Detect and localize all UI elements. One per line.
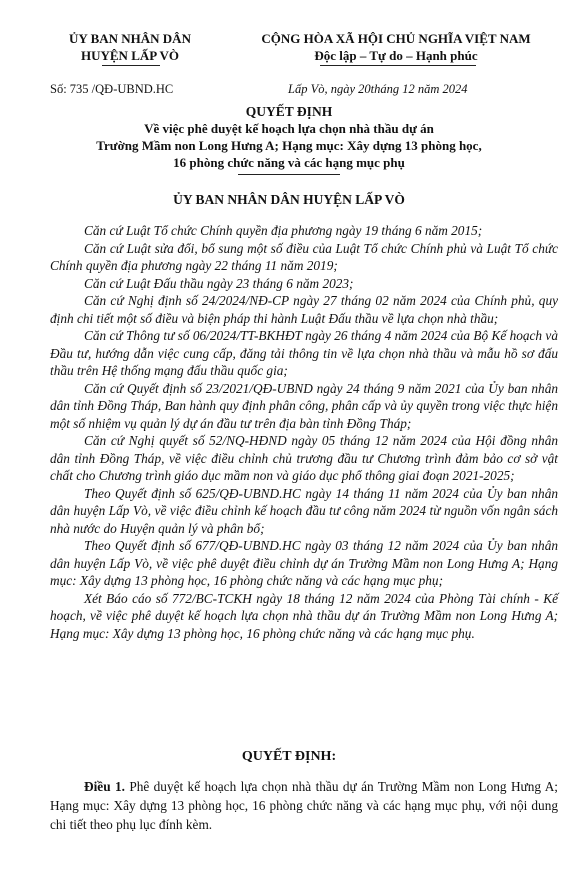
document-date: Lấp Vò, ngày 20tháng 12 năm 2024 bbox=[288, 82, 468, 96]
subject-line-3: 16 phòng chức năng và các hạng mục phụ bbox=[173, 155, 405, 170]
legal-basis bbox=[50, 222, 558, 642]
basis-item: Căn cứ Thông tư số 06/2024/TT-BKHĐT ngày 26 tháng 4 năm 2024 của Bộ Kế hoạch và Đầu tư, hướng dẫn việc cung cấp, đăng tải thông tin về lựa chọn nhà thầu và mẫu hồ sơ đấu thầu trên Hệ thống mạng đấu thầu quốc gia; bbox=[50, 328, 558, 378]
agency-underline bbox=[102, 65, 160, 66]
basis-item: Xét Báo cáo số 772/BC-TCKH ngày 18 tháng 12 năm 2024 của Phòng Tài chính - Kế hoạch, về việc phê duyệt kế hoạch lựa chọn nhà thầu dự án Trường Mầm non Long Hưng A; Hạng mục: Xây dựng 13 phòng học, 16 phòng chức năng và các hạng mục phụ. bbox=[50, 590, 558, 641]
document-subject bbox=[0, 120, 578, 171]
agency-line-2: HUYỆN LẤP VÒ bbox=[81, 48, 179, 63]
motto-underline bbox=[320, 65, 476, 66]
basis-item: Căn cứ Nghị định số 24/2024/NĐ-CP ngày 27 tháng 02 năm 2024 của Chính phủ, quy định chi tiết một số điều và biện pháp thi hành Luật Đấu thầu về lựa chọn nhà thầu; bbox=[50, 293, 558, 326]
agency-line-1: ỦY BAN NHÂN DÂN bbox=[69, 31, 191, 46]
national-motto bbox=[236, 30, 556, 64]
document-header bbox=[0, 30, 578, 100]
basis-item: Theo Quyết định số 625/QĐ-UBND.HC ngày 14 tháng 11 năm 2024 của Ủy ban nhân dân huyện Lấp Vò, về việc điều chỉnh kế hoạch đầu tư công năm 2024 từ nguồn vốn ngân sách nhà nước do Huyện quản lý và phân bổ; bbox=[50, 485, 558, 536]
subject-line-2: Trường Mầm non Long Hưng A; Hạng mục: Xây dựng 13 phòng học, bbox=[96, 138, 482, 153]
document-title: QUYẾT ĐỊNH bbox=[245, 104, 333, 119]
issuing-authority: ỦY BAN NHÂN DÂN HUYỆN LẤP VÒ bbox=[173, 192, 405, 207]
document-number: Số: 735 /QĐ-UBND.HC bbox=[50, 82, 174, 96]
basis-item: Căn cứ Luật Tổ chức Chính quyền địa phương ngày 19 tháng 6 năm 2015; bbox=[84, 223, 483, 238]
basis-item: Căn cứ Luật Đấu thầu ngày 23 tháng 6 năm 2023; bbox=[84, 275, 354, 291]
article-1-text: Phê duyệt kế hoạch lựa chọn nhà thầu dự án Trường Mầm non Long Hưng A; Hạng mục: Xây dựng 13 phòng học, 16 phòng chức năng và các hạng mục phụ, với nội dung chi tiết theo phụ lục đính kèm. bbox=[50, 779, 558, 832]
country-name: CỘNG HÒA XÃ HỘI CHỦ NGHĨA VIỆT NAM bbox=[261, 31, 531, 46]
issuing-agency bbox=[50, 30, 210, 64]
decision-heading: QUYẾT ĐỊNH: bbox=[241, 749, 337, 764]
article-1-label: Điều 1. bbox=[84, 779, 125, 794]
subject-line-1: Về việc phê duyệt kế hoạch lựa chọn nhà thầu dự án bbox=[144, 121, 434, 136]
subject-underline bbox=[238, 174, 340, 175]
basis-item: Căn cứ Quyết định số 23/2021/QĐ-UBND ngày 24 tháng 9 năm 2021 của Ủy ban nhân dân tỉnh Đồng Tháp, Ban hành quy định phân công, phân cấp và ủy quyền trong việc thực hiện một số nhiệm vụ quản lý dự án đầu tư trên địa bàn tỉnh Đồng Tháp; bbox=[50, 380, 558, 431]
basis-item: Căn cứ Nghị quyết số 52/NQ-HĐND ngày 05 tháng 12 năm 2024 của Hội đồng nhân dân tỉnh Đồng Tháp, về việc điều chỉnh chủ trương đầu tư Chương trình đảm bảo cơ sở vật chất cho Chương trình giáo dục mầm non và giáo dục phổ thông giai đoạn 2021-2025; bbox=[50, 433, 558, 483]
basis-item: Theo Quyết định số 677/QĐ-UBND.HC ngày 03 tháng 12 năm 2024 của Ủy ban nhân dân huyện Lấp Vò, về việc phê duyệt điều chỉnh dự án Trường Mầm non Long Hưng A; Hạng mục: Xây dựng 13 phòng học, 16 phòng chức năng và các hạng mục phụ; bbox=[50, 538, 558, 588]
article-1 bbox=[50, 777, 558, 834]
motto: Độc lập – Tự do – Hạnh phúc bbox=[314, 48, 478, 63]
basis-item: Căn cứ Luật sửa đổi, bổ sung một số điều của Luật Tổ chức Chính phủ và Luật Tổ chức Chính quyền địa phương ngày 22 tháng 11 năm 2019; bbox=[50, 240, 558, 273]
